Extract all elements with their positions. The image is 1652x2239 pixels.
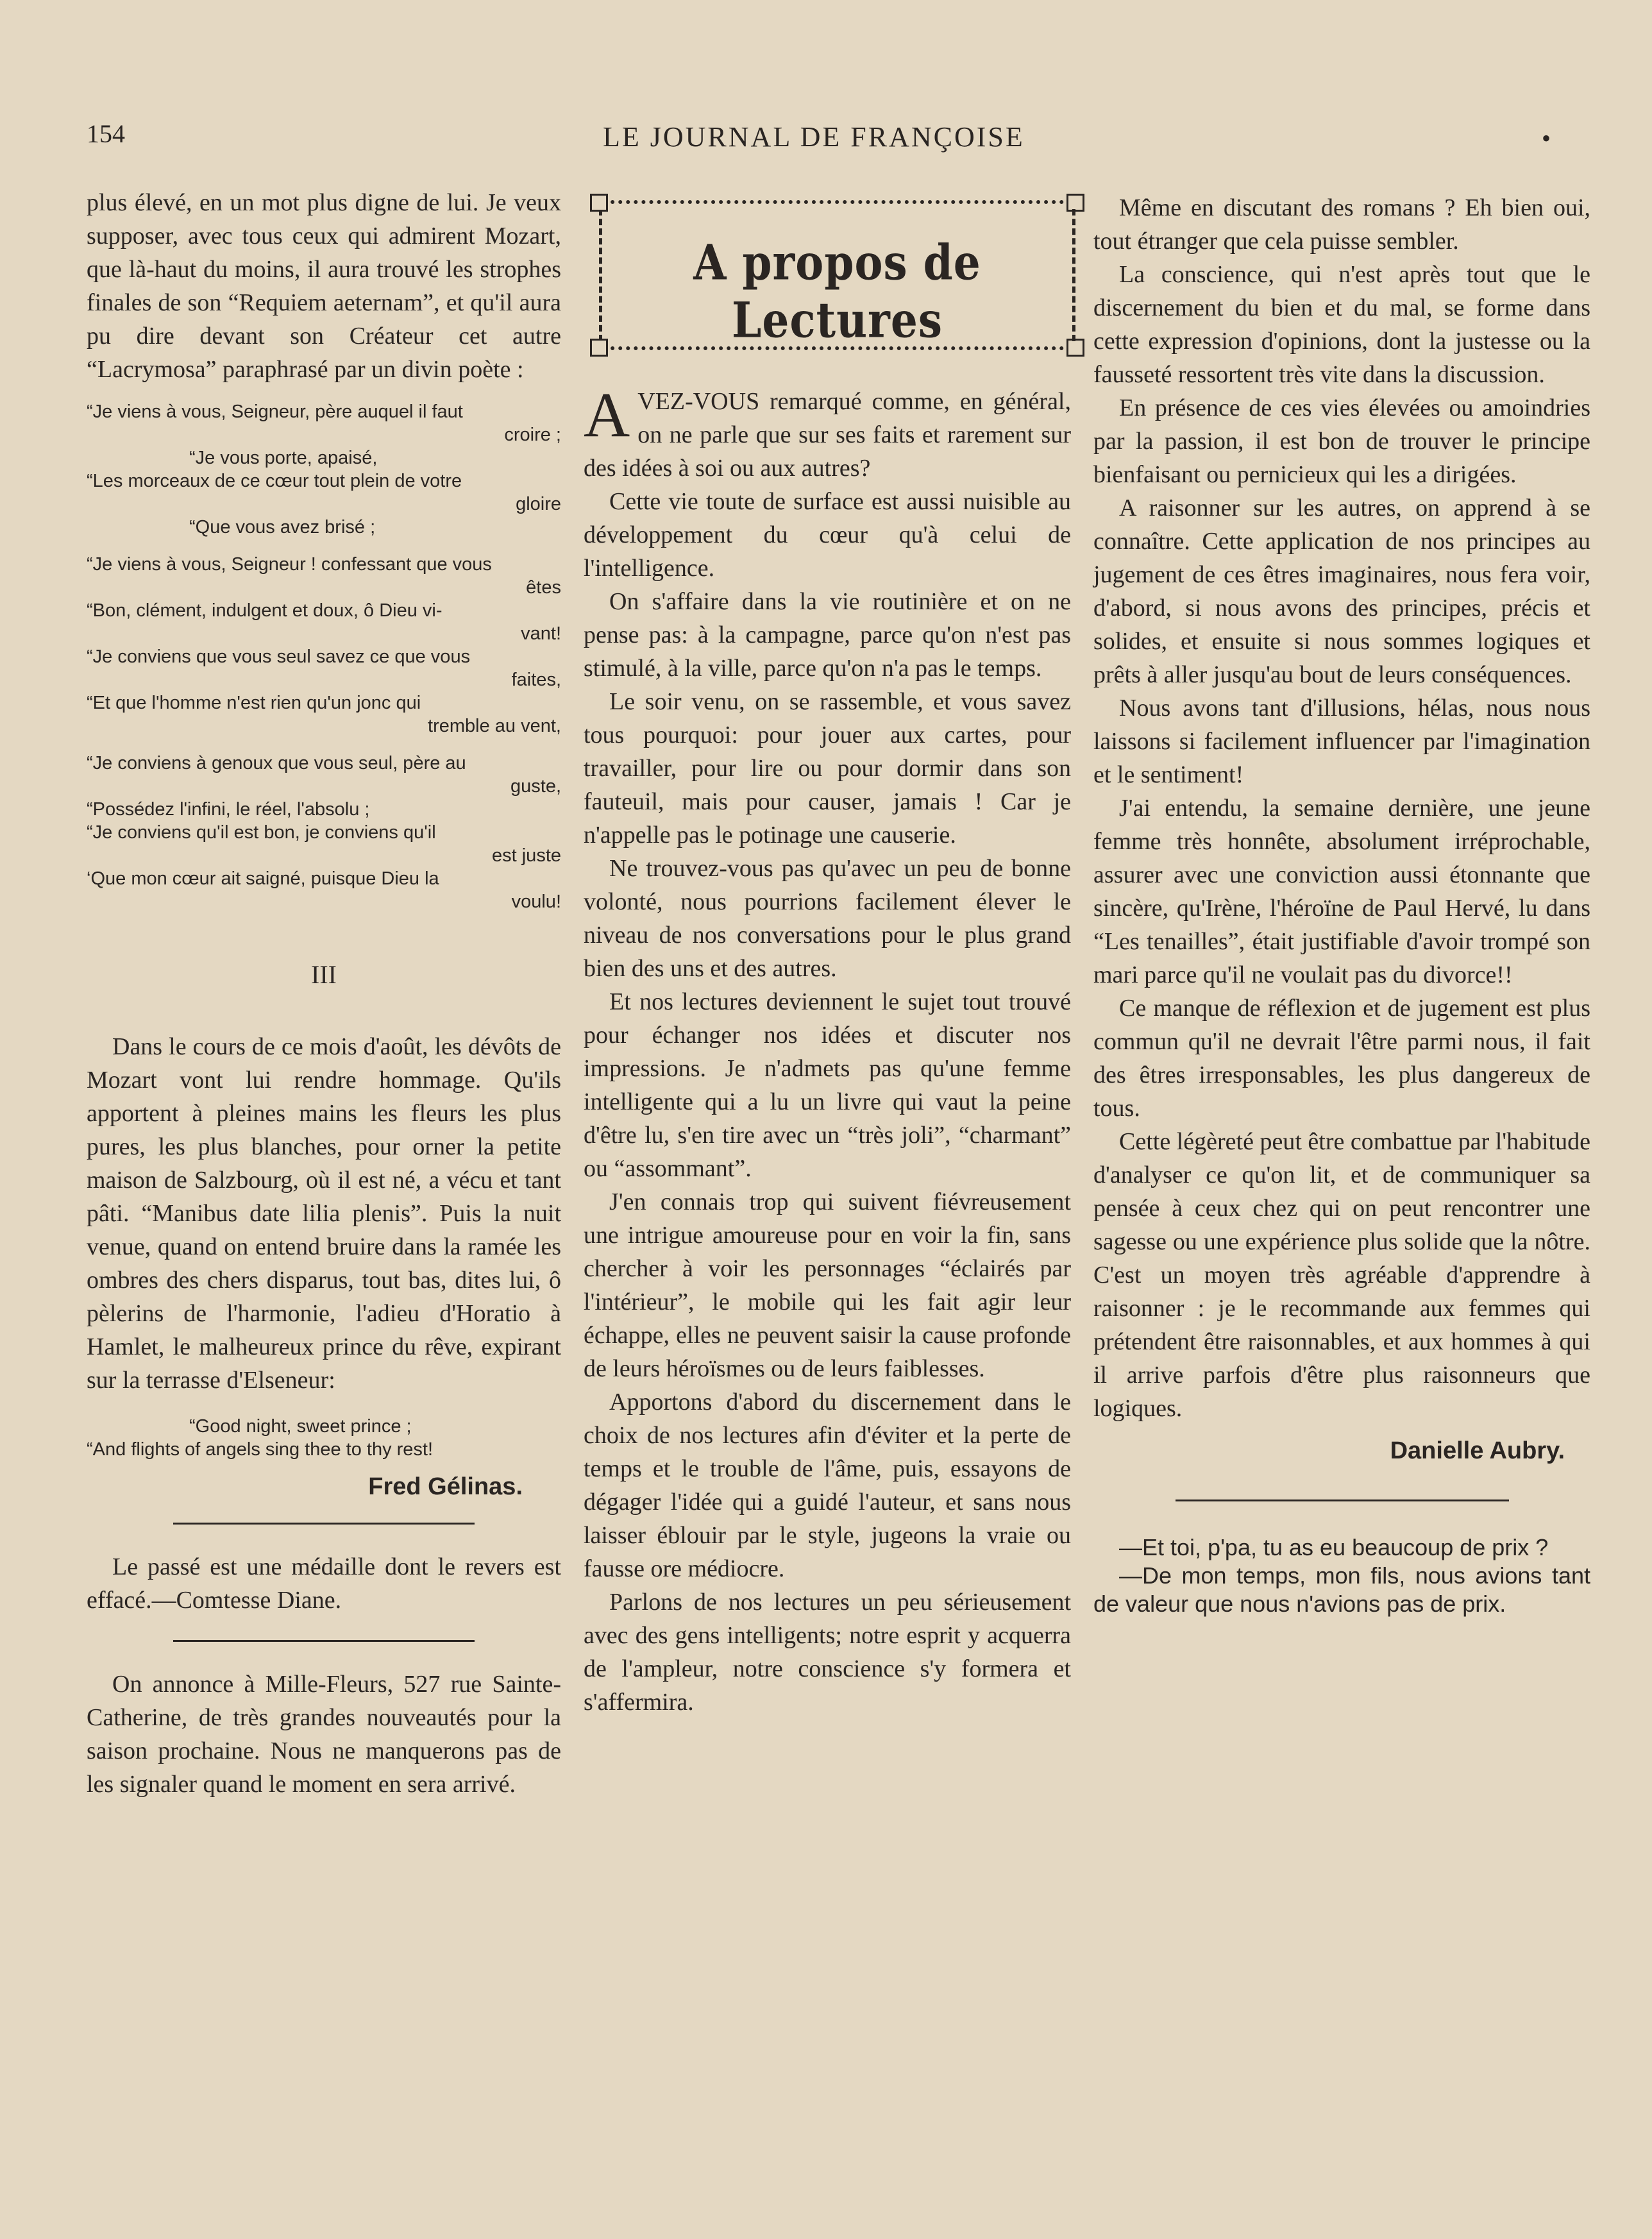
article-paragraph: Et nos lectures deviennent le sujet tout trouvé pour échanger nos idées et discuter nos impressions. Je n'admets pas qu'une femme intelligente qui a lu un livre qui vaut la peine d'être lu, s'en tire avec un “très joli”, “charmant” ou “assommant”. <box>584 988 1071 1182</box>
verse-line: “Et que l'homme n'est rien qu'un jonc qui <box>87 693 421 713</box>
divider <box>173 1523 475 1525</box>
divider <box>1176 1500 1509 1501</box>
article-paragraph: Parlons de nos lectures un peu sérieusement avec des gens intelligents; notre esprit y acquerra de l'ampleur, notre conscience s'y formera et s'affermira. <box>584 1589 1071 1716</box>
verse-line: “Je viens à vous, Seigneur ! confessant que vous <box>87 554 492 575</box>
article-title: A propos de Lectures <box>693 233 981 349</box>
poem <box>87 400 561 913</box>
article-paragraph: A raisonner sur les autres, on apprend à se connaître. Cette application de nos principes au jugement de ces êtres imaginaires, nous fera voir, d'abord, si nous avons des principes, précis et solides, et ensuite si nous sommes logiques et prêts à aller jusqu'au bout de leurs conséquences. <box>1093 494 1590 688</box>
article-signature: Danielle Aubry. <box>1390 1437 1565 1464</box>
page-number: 154 <box>87 119 125 148</box>
verse-continuation: tremble au vent, <box>428 716 561 736</box>
body-paragraph: Dans le cours de ce mois d'août, les dévôts de Mozart vont lui rendre hommage. Qu'ils apportent à pleines mains les fleurs les plus pures, les plus blanches, pour orner la petite maison de Salzbourg, où il est né, a vécu et tant pâti. “Manibus date lilia plenis”. Puis la nuit venue, quand on entend bruire dans la ramée les ombres des chers disparus, tout bas, dites lui, ô pèlerins de l'harmonie, l'adieu d'Horatio à Hamlet, le malheureux prince du rêve, expirant sur la terrasse d'Elseneur: <box>87 1033 561 1394</box>
column-middle <box>584 379 1071 1719</box>
verse-line: “Les morceaux de ce cœur tout plein de votre <box>87 471 462 491</box>
stanza-3 <box>87 752 561 913</box>
verse-continuation: gloire <box>516 494 561 514</box>
article-paragraph: La conscience, qui n'est après tout que le discernement du bien et du mal, se forme dans cette expression d'opinions, dont la justesse ou la fausseté ressortent très vite dans la discussion. <box>1093 261 1590 388</box>
author-signature: Fred Gélinas. <box>368 1473 523 1500</box>
article-paragraph: On s'affaire dans la vie routinière et on ne pense pas: à la campagne, parce qu'on n'est pas stimulé, à la ville, parce qu'on n'a pas le temps. <box>584 588 1071 682</box>
article-paragraph: Apportons d'abord du discernement dans le choix de nos lectures afin d'éviter et la perte de temps et le trouble de l'âme, puis, essayons de dégager l'idée qui a guidé l'auteur, et sans nous laisser éblouir par le style, jugeons la vraie ou fausse ore médiocre. <box>584 1389 1071 1582</box>
store-notice: On annonce à Mille-Fleurs, 527 rue Sainte-Catherine, de très grandes nouveautés pour la saison prochaine. Nous ne manquerons pas de les signaler quand le moment en sera arrivé. <box>87 1671 561 1798</box>
verse-continuation: guste, <box>510 776 561 797</box>
column-right <box>1093 191 1590 1618</box>
ornament-corner <box>1066 194 1084 212</box>
intro-paragraph: plus élevé, en un mot plus digne de lui. Je veux supposer, avec tous ceux qui admirent Mozart, que là-haut du moins, il aura trouvé les strophes finales de son “Requiem aeternam”, et qu'il aura pu dire devant son Créateur cet autre “Lacrymosa” paraphrasé par un divin poète : <box>87 189 561 383</box>
article-paragraph: J'ai entendu, la semaine dernière, une jeune femme très honnête, absolument irréprochable, assurer avec une conviction aussi étonnante que sincère, qu'Irène, l'héroïne de Paul Hervé, lu dans “Les tenailles”, était justifiable d'avoir trompé son mari parce qu'il ne voulait pas du divorce!! <box>1093 795 1590 988</box>
verse-continuation: est juste <box>492 845 561 866</box>
verse-line: “Je conviens qu'il est bon, je conviens qu'il <box>87 822 436 843</box>
article-paragraph: AVEZ-VOUS remarqué comme, en général, on ne parle que sur ses faits et rarement sur des idées à soi ou aux autres? <box>584 379 1071 482</box>
verse-line: “Possédez l'infini, le réel, l'absolu ; <box>87 799 370 820</box>
drop-cap: A <box>584 379 630 450</box>
verse-line: “Bon, clément, indulgent et doux, ô Dieu vi- <box>87 600 442 621</box>
ornament-corner <box>590 194 608 212</box>
dialogue-line: —De mon temps, mon fils, nous avions tant de valeur que nous n'avions pas de prix. <box>1093 1562 1590 1617</box>
dialogue-line: —Et toi, p'pa, tu as eu beaucoup de prix ? <box>1119 1534 1549 1560</box>
column-left <box>87 186 561 1801</box>
verse-continuation: croire ; <box>504 425 561 445</box>
verse-line: “Je viens à vous, Seigneur, père auquel il faut <box>87 401 463 422</box>
article-paragraph: En présence de ces vies élevées ou amoindries par la passion, il est bon de trouver le principe bienfaisant ou pernicieux qui les a dirigées. <box>1093 394 1590 488</box>
verse-continuation: voulu! <box>511 891 561 912</box>
maxim: Le passé est une médaille dont le revers est effacé.—Comtesse Diane. <box>87 1553 561 1614</box>
verse-line: “Je vous porte, apaisé, <box>189 448 378 468</box>
verse-line: “Que vous avez brisé ; <box>189 517 376 537</box>
article-paragraph: Le soir venu, on se rassemble, et vous savez tous pourquoi: pour jouer aux cartes, pour travailler, pour lire ou pour dormir dans son fauteuil, mais pour causer, jamais ! Car je n'appelle pas le potinage une causerie. <box>584 688 1071 849</box>
verse-continuation: faites, <box>511 670 561 690</box>
stanza-2 <box>87 553 561 738</box>
article-paragraph: Même en discutant des romans ? Eh bien oui, tout étranger que cela puisse sembler. <box>1093 194 1590 255</box>
dialogue-joke <box>1093 1534 1590 1618</box>
article-paragraph: Ne trouvez-vous pas qu'avec un peu de bonne volonté, nous pourrions facilement élever le niveau de nos conversations pour le plus grand bien des uns et des autres. <box>584 855 1071 982</box>
running-title: LE JOURNAL DE FRANÇOISE <box>603 121 1025 153</box>
divider <box>173 1640 475 1642</box>
verse-line: “Je conviens à genoux que vous seul, père au <box>87 753 466 773</box>
verse-line: “Je conviens que vous seul savez ce que vous <box>87 646 471 667</box>
article-paragraph: Cette légèreté peut être combattue par l'habitude d'analyser ce qu'on lit, et de communiquer sa pensée à ceux chez qui on peut rencontrer une sagesse ou une expérience plus solide que la nôtre. C'est un moyen très agréable d'apprendre à raisonner : je le recommande aux femmes qui prétendent être raisonnables, et aux hommes à qui il arrive parfois d'être plus raisonneurs que logiques. <box>1093 1128 1590 1422</box>
verse-line: ‘Que mon cœur ait saigné, puisque Dieu la <box>87 868 439 889</box>
article-paragraph: Ce manque de réflexion et de jugement est plus commun qu'il ne devrait l'être parmi nous, il fait des êtres irresponsables, les plus dangereux de tous. <box>1093 995 1590 1122</box>
article-paragraph: Nous avons tant d'illusions, hélas, nous nous laissons si facilement influencer par l'imagination et le sentiment! <box>1093 695 1590 788</box>
article-title-box <box>595 200 1079 350</box>
article-paragraph: Cette vie toute de surface est aussi nuisible au développement du cœur qu'à celui de l'intelligence. <box>584 488 1071 582</box>
header-mark: • <box>1542 124 1551 153</box>
quote <box>87 1415 561 1461</box>
article-paragraph: J'en connais trop qui suivent fiévreusement une intrigue amoureuse pour en voir la fin, sans chercher à voir les personnages “éclairés par l'intérieur”, le mobile qui les fait agir leur échappe, elles ne peuvent saisir la cause profonde de leurs héroïsmes ou de leurs faiblesses. <box>584 1188 1071 1382</box>
quote-line: “And flights of angels sing thee to thy rest! <box>87 1439 434 1460</box>
stanza-1 <box>87 400 561 539</box>
section-numeral: III <box>311 960 337 989</box>
verse-continuation: êtes <box>526 577 561 598</box>
quote-line: “Good night, sweet prince ; <box>189 1416 412 1437</box>
verse-continuation: vant! <box>521 623 561 644</box>
